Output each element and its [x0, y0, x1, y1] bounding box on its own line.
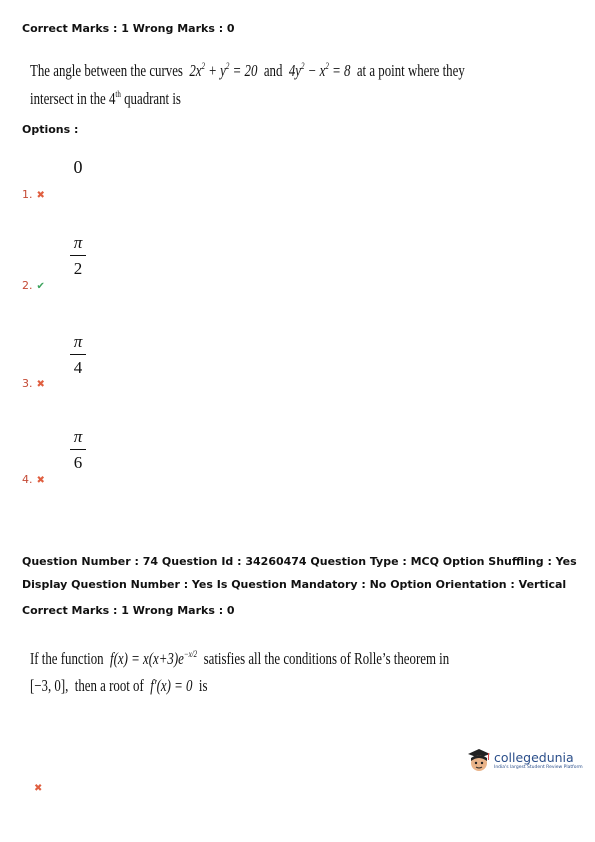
question-meta-marks: Correct Marks : 1 Wrong Marks : 0	[22, 604, 235, 617]
curve2-equation: $4y^2 - x^2 = 8$	[288, 61, 351, 80]
check-icon: ✔	[36, 281, 45, 292]
graduate-mascot-icon	[466, 746, 492, 774]
option-2-value: π 2	[66, 234, 90, 278]
option-2-number: 2. ✔	[22, 279, 45, 292]
cross-icon: ✖	[34, 783, 43, 794]
function-expression: $f(x) = x(x+3)e^{-x/2}$	[110, 649, 198, 668]
option-1-value: 0	[73, 157, 83, 177]
curve1-equation: $2x^2 + y^2 = 20$	[189, 61, 258, 80]
question-meta-line2: Display Question Number : Yes Is Question Mandatory : No Option Orientation : Vertical	[22, 578, 567, 591]
option-4-value: π 6	[66, 428, 90, 472]
question-lead: The angle between the curves	[30, 61, 183, 80]
options-label: Options :	[22, 123, 79, 136]
option-3-value: π 4	[66, 333, 90, 377]
collegedunia-logo	[466, 746, 583, 774]
cross-icon: ✖	[36, 475, 45, 486]
question-2-text: If the function $f(x) = x(x+3)e^{-x/2}$ satisfies all the conditions of Rolle’s theorem in	[30, 649, 450, 668]
cross-icon: ✖	[36, 379, 45, 390]
question-text-line2: intersect in the 4th quadrant is	[30, 89, 181, 108]
marks-info: Correct Marks : 1 Wrong Marks : 0	[22, 22, 235, 35]
option-3-number: 3. ✖	[22, 377, 45, 390]
logo-tagline: India's largest Student Review Platform	[494, 764, 583, 770]
conjunction: and	[263, 61, 283, 80]
question-meta-line1: Question Number : 74 Question Id : 34260474 Question Type : MCQ Option Shuffling : Yes	[22, 555, 577, 568]
logo-name: collegedunia	[494, 749, 574, 765]
option-1-number: 1. ✖	[22, 188, 45, 201]
cross-icon: ✖	[36, 190, 45, 201]
next-option-marker	[34, 781, 42, 794]
question-2-text-line2: [−3, 0], then a root of f′(x) = 0 is	[30, 676, 208, 695]
question-tail: at a point where they	[356, 61, 465, 80]
question-text	[30, 56, 465, 81]
option-4-number: 4. ✖	[22, 473, 45, 486]
